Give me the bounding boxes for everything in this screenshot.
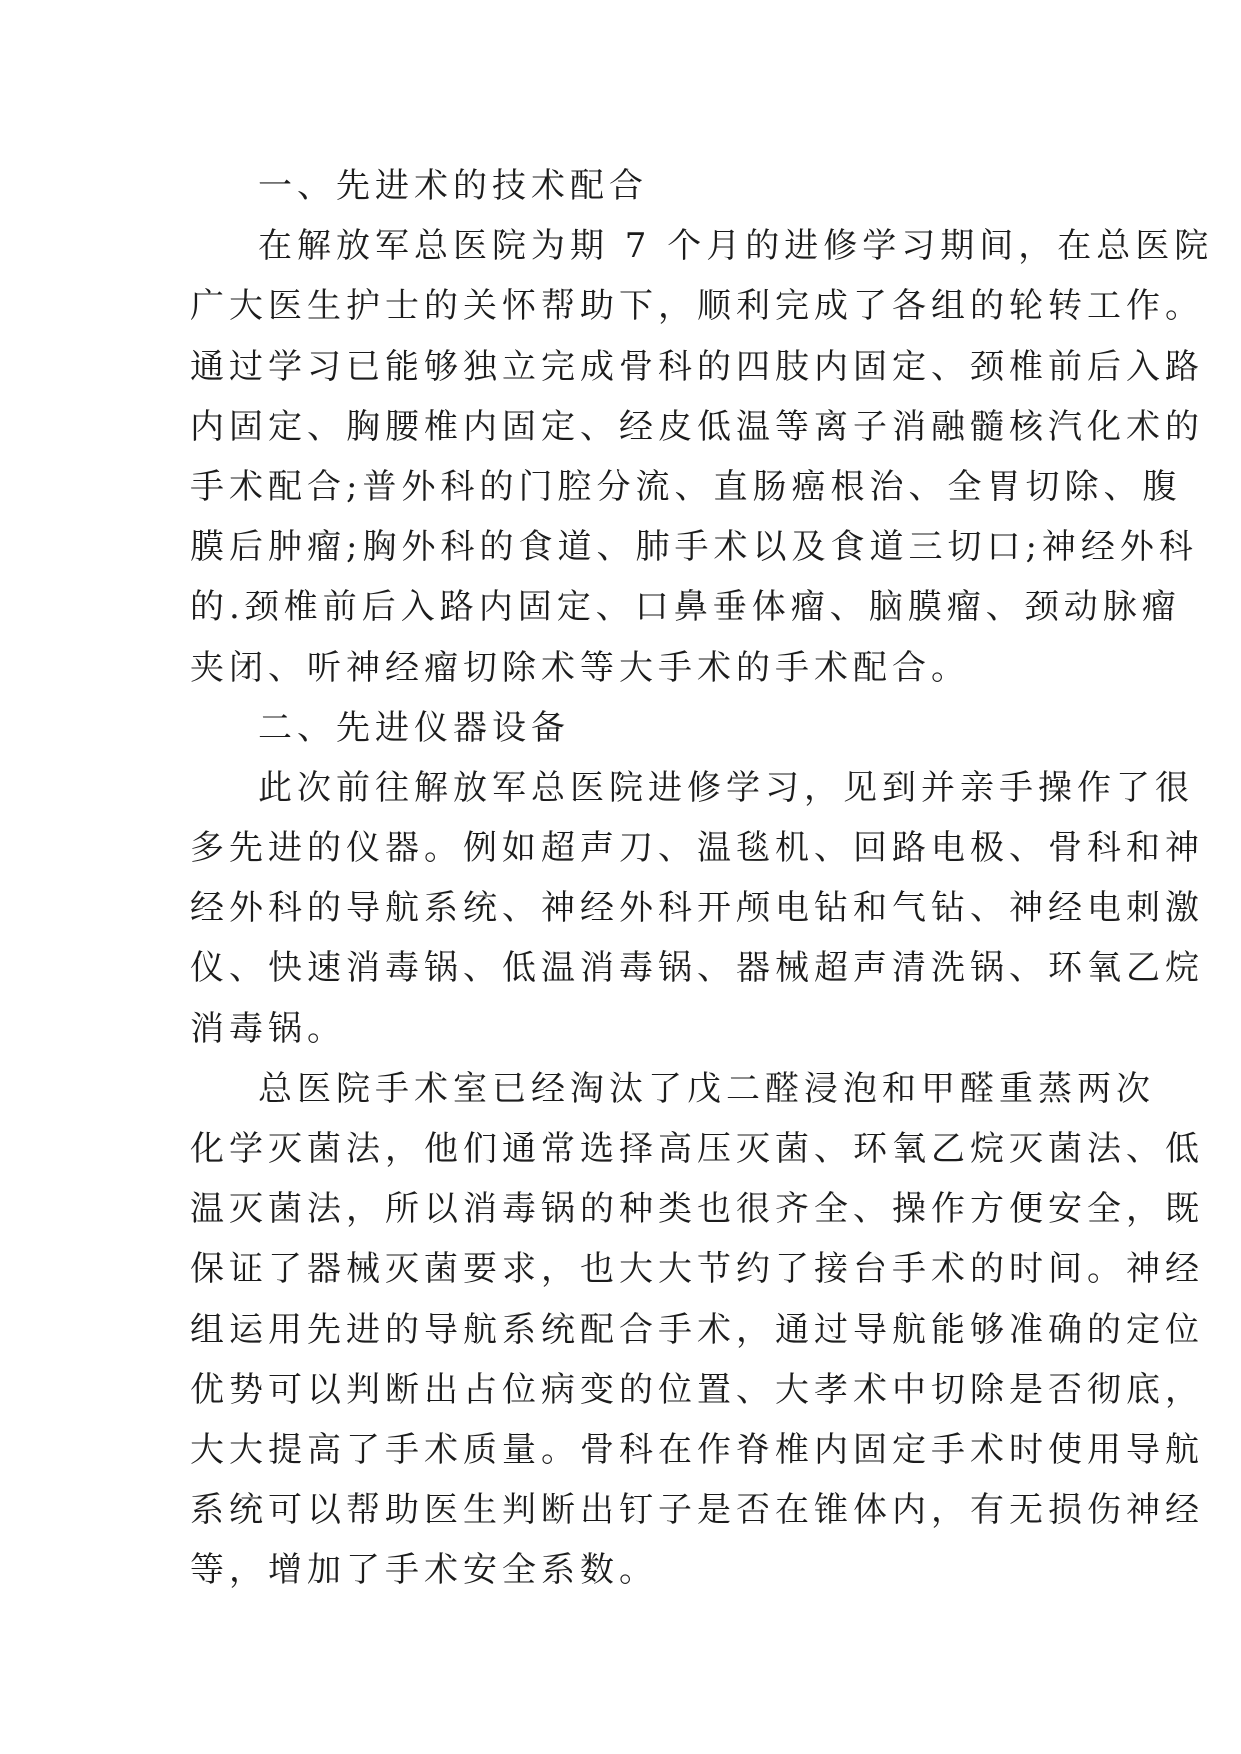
paragraph-line: 系统可以帮助医生判断出钉子是否在锥体内，有无损伤神经 [190,1490,1204,1531]
paragraph-line: 此次前往解放军总医院进修学习，见到并亲手操作了很 [258,767,1194,808]
paragraph-line: 在解放军总医院为期 7 个月的进修学习期间，在总医院 [258,226,1214,267]
section-heading-1: 一、先进术的技术配合 [258,166,648,206]
paragraph-line: 通过学习已能够独立完成骨科的四肢内固定、颈椎前后入路 [190,346,1204,387]
paragraph-line: 化学灭菌法，他们通常选择高压灭菌、环氧乙烷灭菌法、低 [190,1129,1204,1169]
paragraph-line: 温灭菌法，所以消毒锅的种类也很齐全、操作方便安全，既 [190,1189,1204,1230]
paragraph-line: 经外科的导航系统、神经外科开颅电钻和气钻、神经电刺激 [190,888,1204,929]
section-heading-2: 二、先进仪器设备 [258,707,570,748]
paragraph-line: 膜后肿瘤;胸外科的食道、肺手术以及食道三切口;神经外科 [190,527,1198,568]
paragraph-line: 手术配合;普外科的门腔分流、直肠癌根治、全胃切除、腹 [190,466,1182,507]
paragraph-line: 保证了器械灭菌要求，也大大节约了接台手术的时间。神经 [190,1249,1204,1290]
paragraph-line: 多先进的仪器。例如超声刀、温毯机、回路电极、骨科和神 [190,828,1204,869]
paragraph-line: 等，增加了手术安全系数。 [190,1550,658,1591]
paragraph-line: 大大提高了手术质量。骨科在作脊椎内固定手术时使用导航 [190,1429,1204,1470]
paragraph-line: 仪、快速消毒锅、低温消毒锅、器械超声清洗锅、环氧乙烷 [190,948,1204,989]
paragraph-line: 内固定、胸腰椎内固定、经皮低温等离子消融髓核汽化术的 [190,406,1204,447]
paragraph-line: 的.颈椎前后入路内固定、口鼻垂体瘤、脑膜瘤、颈动脉瘤 [190,587,1181,628]
paragraph-line: 消毒锅。 [190,1008,346,1049]
document-body [190,156,1214,1601]
paragraph-line: 组运用先进的导航系统配合手术，通过导航能够准确的定位 [190,1309,1204,1350]
paragraph-line: 总医院手术室已经淘汰了戊二醛浸泡和甲醛重蒸两次 [258,1068,1155,1109]
paragraph-line: 优势可以判断出占位病变的位置、大孝术中切除是否彻底， [190,1369,1204,1410]
paragraph-line: 广大医生护士的关怀帮助下，顺利完成了各组的轮转工作。 [190,286,1204,327]
paragraph-line: 夹闭、听神经瘤切除术等大手术的手术配合。 [190,647,970,688]
